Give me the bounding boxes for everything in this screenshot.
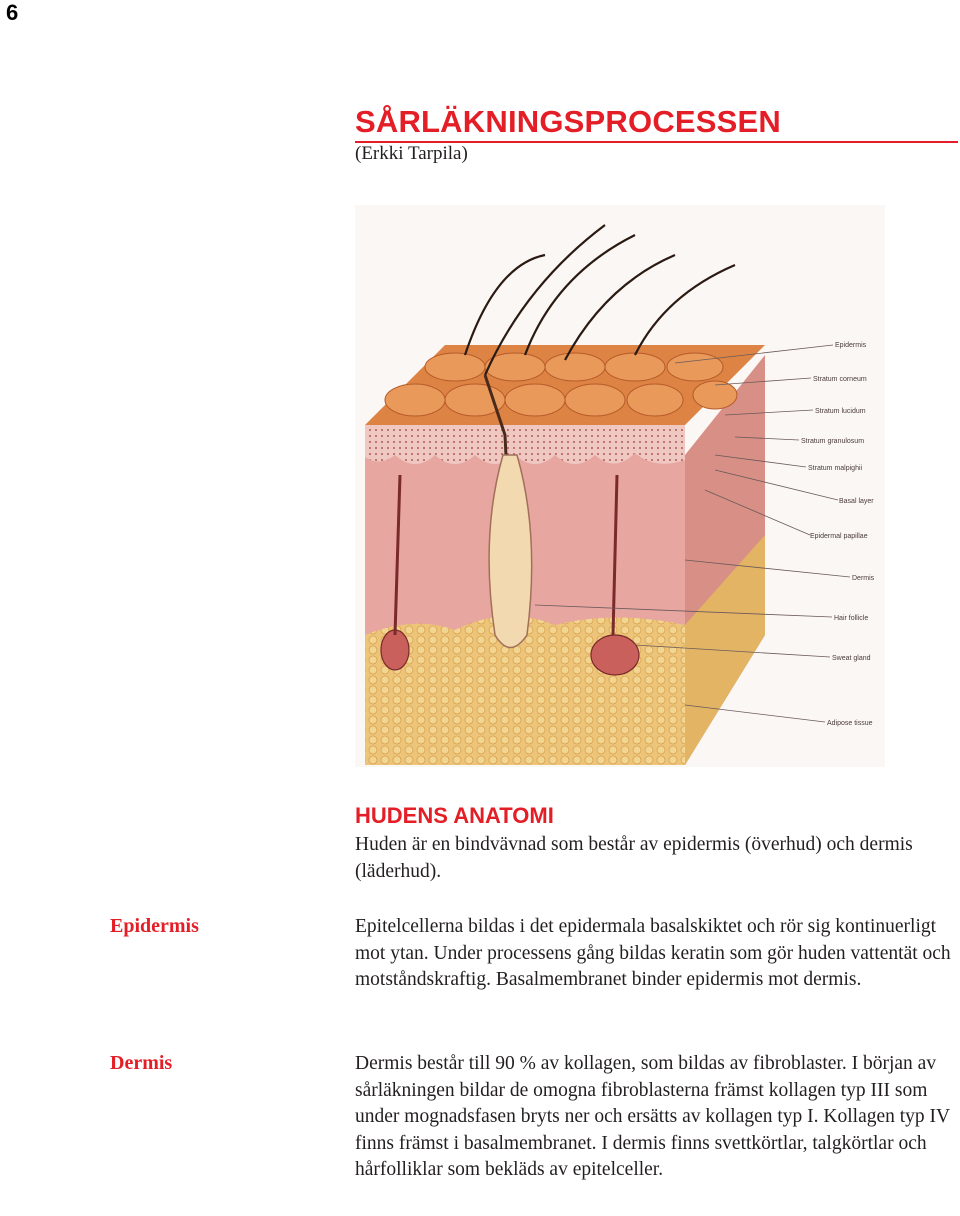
epidermis-label: Epidermis — [110, 915, 199, 937]
document-title: SÅRLÄKNINGSPROCESSEN — [355, 103, 958, 143]
author-line: (Erkki Tarpila) — [355, 143, 468, 164]
label-stratum-lucidum: Stratum lucidum — [815, 408, 866, 415]
dermis-label: Dermis — [110, 1052, 173, 1074]
section-title: HUDENS ANATOMI — [355, 803, 554, 828]
dermis-paragraph: Dermis består till 90 % av kollagen, som bildas av fibroblaster. I början av sårläkningen bildar de omogna fibroblasterna främst kollagen typ III som under mognadsfasen bryts ner och ersätts av kollagen typ I. Kollagen typ IV finns främst i basalmembranet. I dermis finns svettkörtlar, talgkörtlar och hårfolliklar som bekläds av epitelceller. — [355, 1053, 950, 1181]
intro-paragraph: Huden är en bindvävnad som består av epidermis (överhud) och dermis (läderhud). — [355, 834, 913, 882]
epidermis-paragraph: Epitelcellerna bildas i det epidermala basalskiktet och rör sig kontinuerligt mot ytan. Under processens gång bildas keratin som gör huden vattentät och motståndskraftig. Basalmembranet binder epidermis mot dermis. — [355, 916, 951, 991]
label-basal-layer: Basal layer — [839, 498, 874, 505]
label-stratum-corneum: Stratum corneum — [813, 376, 867, 383]
label-epidermis: Epidermis — [835, 342, 867, 349]
label-dermis: Dermis — [852, 575, 875, 582]
label-stratum-malpighii: Stratum malpighii — [808, 465, 863, 472]
label-epidermal-papillae: Epidermal papillae — [810, 533, 868, 540]
label-adipose-tissue: Adipose tissue — [827, 720, 873, 727]
skin-anatomy-illustration — [355, 205, 885, 767]
label-stratum-granulosum: Stratum granulosum — [801, 438, 865, 445]
label-hair-follicle: Hair follicle — [834, 615, 869, 622]
label-sweat-gland: Sweat gland — [832, 655, 871, 662]
page-number: 6 — [6, 0, 19, 25]
